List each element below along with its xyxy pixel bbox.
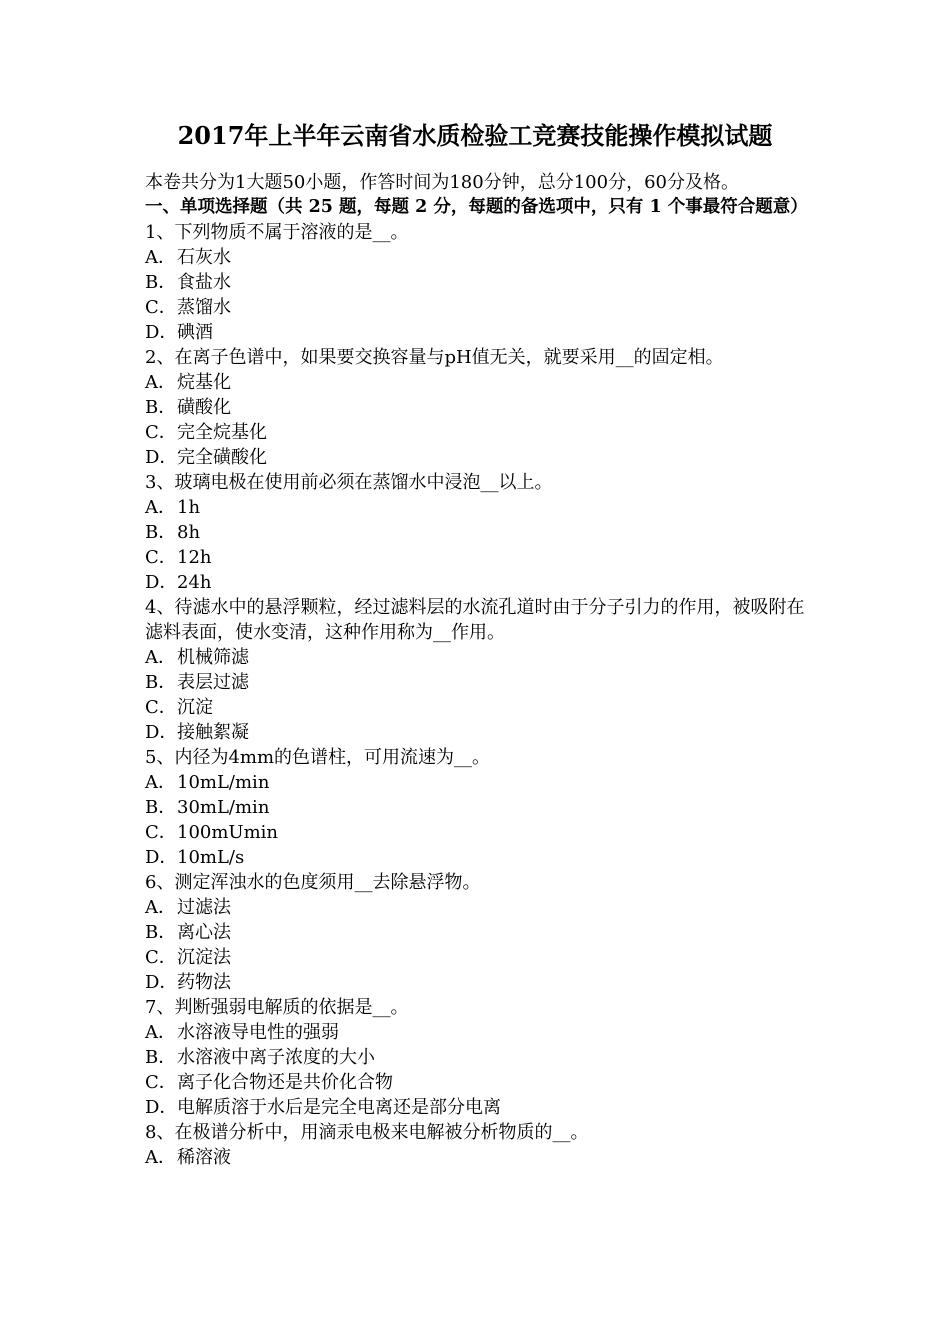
question-stem: 3、玻璃电极在使用前必须在蒸馏水中浸泡__以上。	[145, 472, 553, 493]
option-text: 离心法	[177, 922, 231, 943]
answer-option	[145, 895, 810, 920]
option-text: 水溶液导电性的强弱	[177, 1022, 339, 1043]
question-stem: 6、测定浑浊水的色度须用__去除悬浮物。	[145, 872, 481, 893]
answer-option	[145, 495, 810, 520]
answer-option	[145, 845, 810, 870]
option-text: 8h	[177, 522, 201, 543]
option-text: 机械筛滤	[177, 647, 249, 668]
option-letter: C．	[145, 422, 177, 443]
option-letter: D．	[145, 572, 178, 593]
option-text: 100mUmin	[177, 822, 279, 843]
option-letter: B．	[145, 522, 177, 543]
option-letter: D．	[145, 847, 178, 868]
question-stem: 4、待滤水中的悬浮颗粒，经过滤料层的水流孔道时由于分子引力的作用，被吸附在滤料表面，使水变清，这种作用称为__作用。	[145, 597, 805, 643]
answer-option	[145, 320, 810, 345]
option-letter: D．	[145, 972, 178, 993]
question-stem: 2、在离子色谱中，如果要交换容量与pH值无关，就要采用__的固定相。	[145, 347, 724, 368]
answer-option	[145, 1070, 810, 1095]
question-item	[145, 995, 810, 1120]
answer-option	[145, 545, 810, 570]
option-letter: B．	[145, 272, 177, 293]
option-text: 药物法	[177, 972, 231, 993]
option-letter: D．	[145, 1097, 178, 1118]
option-letter: D．	[145, 447, 178, 468]
page-title: 2017年上半年云南省水质检验工竞赛技能操作模拟试题	[177, 121, 773, 150]
question-stem: 7、判断强弱电解质的依据是__。	[145, 997, 409, 1018]
option-letter: B．	[145, 922, 177, 943]
option-letter: B．	[145, 1047, 177, 1068]
option-text: 磺酸化	[177, 397, 231, 418]
option-text: 碘酒	[177, 322, 213, 343]
question-item	[145, 595, 810, 745]
answer-option	[145, 295, 810, 320]
answer-option	[145, 445, 810, 470]
question-stem: 1、下列物质不属于溶液的是__。	[145, 222, 409, 243]
option-text: 稀溶液	[177, 1147, 231, 1168]
option-letter: B．	[145, 397, 177, 418]
answer-option	[145, 520, 810, 545]
option-letter: A．	[145, 1147, 176, 1168]
answer-option	[145, 370, 810, 395]
question-item	[145, 220, 810, 345]
option-letter: B．	[145, 797, 177, 818]
answer-option	[145, 270, 810, 295]
document-body	[145, 170, 810, 1170]
option-letter: C．	[145, 697, 177, 718]
option-letter: A．	[145, 1022, 176, 1043]
exam-intro: 本卷共分为1大题50小题，作答时间为180分钟，总分100分，60分及格。	[145, 172, 739, 193]
option-letter: A．	[145, 372, 176, 393]
answer-option	[145, 1045, 810, 1070]
answer-option	[145, 820, 810, 845]
option-text: 水溶液中离子浓度的大小	[177, 1047, 375, 1068]
answer-option	[145, 695, 810, 720]
question-list	[145, 220, 810, 1170]
answer-option	[145, 970, 810, 995]
option-text: 离子化合物还是共价化合物	[177, 1072, 393, 1093]
option-letter: C．	[145, 822, 177, 843]
option-text: 12h	[177, 547, 212, 568]
option-text: 1h	[177, 497, 201, 518]
answer-option	[145, 770, 810, 795]
option-letter: A．	[145, 647, 176, 668]
option-letter: C．	[145, 547, 177, 568]
option-letter: D．	[145, 322, 178, 343]
question-item	[145, 870, 810, 995]
question-item	[145, 345, 810, 470]
question-stem: 8、在极谱分析中，用滴汞电极来电解被分析物质的__。	[145, 1122, 589, 1143]
option-text: 沉淀	[177, 697, 213, 718]
option-text: 24h	[177, 572, 212, 593]
option-letter: A．	[145, 897, 176, 918]
question-item	[145, 745, 810, 870]
answer-option	[145, 1020, 810, 1045]
option-text: 蒸馏水	[177, 297, 231, 318]
answer-option	[145, 245, 810, 270]
answer-option	[145, 795, 810, 820]
option-text: 接触絮凝	[177, 722, 249, 743]
option-text: 烷基化	[177, 372, 231, 393]
answer-option	[145, 945, 810, 970]
section-heading: 一、单项选择题（共 25 题，每题 2 分，每题的备选项中，只有 1 个事最符合题意）	[145, 197, 808, 217]
option-letter: A．	[145, 772, 176, 793]
answer-option	[145, 920, 810, 945]
option-letter: A．	[145, 247, 176, 268]
option-letter: A．	[145, 497, 176, 518]
answer-option	[145, 1145, 810, 1170]
option-text: 完全磺酸化	[177, 447, 267, 468]
answer-option	[145, 570, 810, 595]
option-text: 完全烷基化	[177, 422, 267, 443]
answer-option	[145, 420, 810, 445]
option-text: 石灰水	[177, 247, 231, 268]
option-letter: C．	[145, 947, 177, 968]
option-text: 10mL/s	[177, 847, 245, 868]
answer-option	[145, 720, 810, 745]
option-text: 过滤法	[177, 897, 231, 918]
option-text: 电解质溶于水后是完全电离还是部分电离	[177, 1097, 501, 1118]
option-text: 食盐水	[177, 272, 231, 293]
option-text: 10mL/min	[177, 772, 270, 793]
option-letter: C．	[145, 1072, 177, 1093]
question-stem: 5、内径为4mm的色谱柱，可用流速为__。	[145, 747, 491, 768]
answer-option	[145, 1095, 810, 1120]
answer-option	[145, 395, 810, 420]
option-text: 30mL/min	[177, 797, 270, 818]
question-item	[145, 470, 810, 595]
option-text: 表层过滤	[177, 672, 249, 693]
option-letter: D．	[145, 722, 178, 743]
option-letter: B．	[145, 672, 177, 693]
option-text: 沉淀法	[177, 947, 231, 968]
answer-option	[145, 670, 810, 695]
answer-option	[145, 645, 810, 670]
option-letter: C．	[145, 297, 177, 318]
question-item	[145, 1120, 810, 1170]
